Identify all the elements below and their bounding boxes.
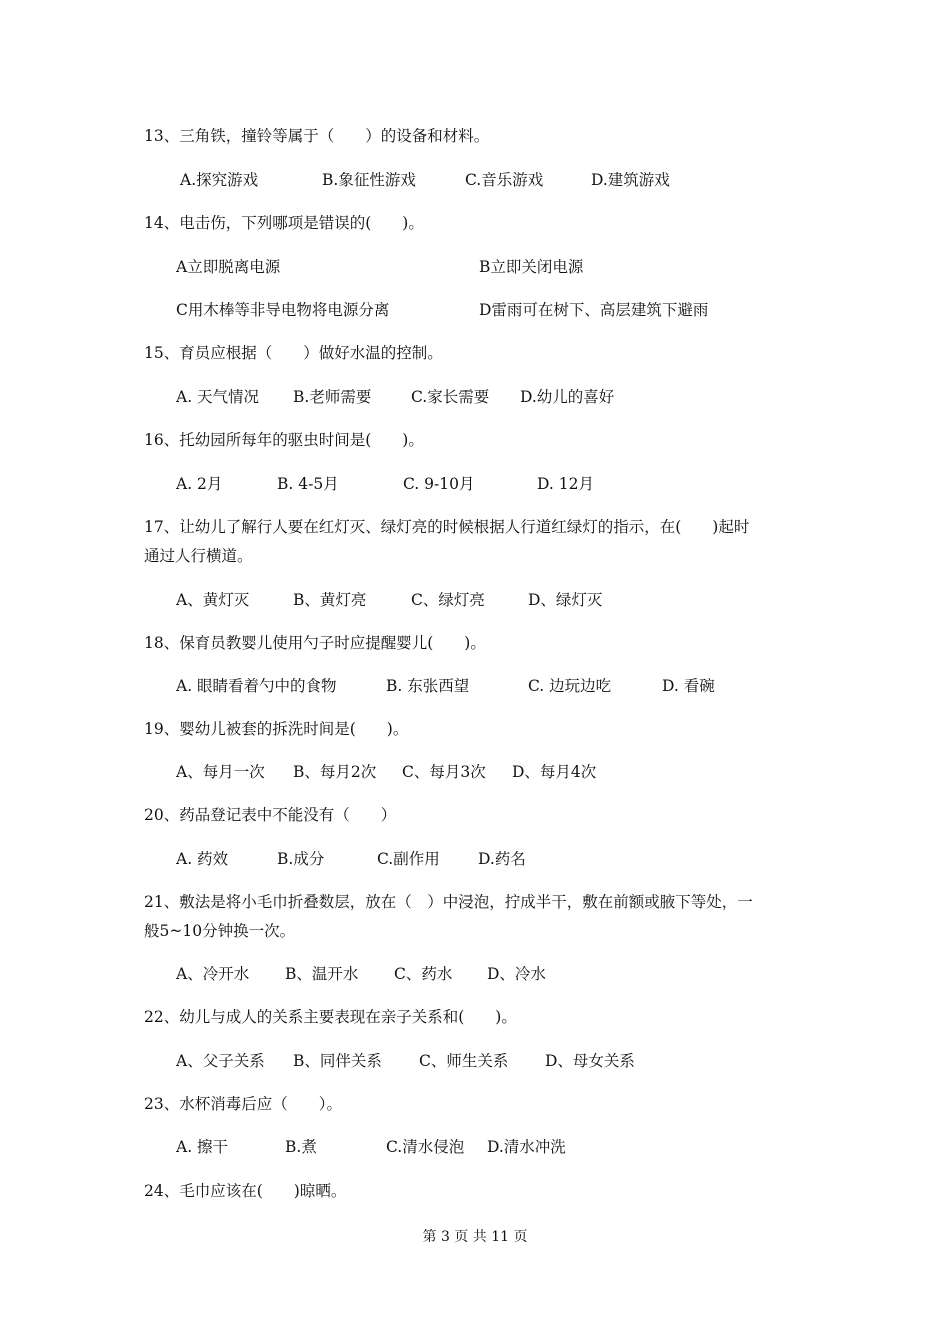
question-23-option-a: A. 擦干	[176, 1138, 229, 1156]
question-15-option-b: B.老师需要	[293, 388, 372, 406]
question-19-option-b: B、每月2次	[293, 763, 377, 781]
question-20-option-b: B.成分	[277, 850, 325, 868]
question-18-option-d: D. 看碗	[662, 677, 715, 695]
question-15-option-c: C.家长需要	[411, 388, 490, 406]
question-21-option-c: C、药水	[394, 965, 453, 983]
question-18-option-c: C. 边玩边吃	[528, 677, 612, 695]
question-13-option-c: C.音乐游戏	[465, 171, 544, 189]
question-20-option-a: A. 药效	[176, 850, 229, 868]
question-13-option-a: A.探究游戏	[180, 171, 259, 189]
question-16-option-c: C. 9-10月	[403, 475, 475, 493]
question-18-option-a: A. 眼睛看着勺中的食物	[176, 677, 337, 695]
question-17-option-c: C、绿灯亮	[411, 591, 485, 609]
question-22-option-a: A、父子关系	[176, 1052, 265, 1070]
page-footer: 第 3 页 共 11 页	[422, 1229, 528, 1245]
question-16-option-a: A. 2月	[176, 475, 223, 493]
question-21-option-a: A、冷开水	[176, 965, 250, 983]
question-19-option-d: D、每月4次	[512, 763, 597, 781]
question-21-line-2: 般5~10分钟换一次。	[144, 922, 296, 940]
question-17-option-a: A、黄灯灭	[176, 591, 250, 609]
question-13-option-d: D.建筑游戏	[591, 171, 670, 189]
question-23-option-c: C.清水侵泡	[386, 1138, 465, 1156]
question-22-option-d: D、母女关系	[545, 1052, 635, 1070]
question-15-option-d: D.幼儿的喜好	[520, 388, 615, 406]
question-19-option-c: C、每月3次	[402, 763, 486, 781]
question-17-option-b: B、黄灯亮	[293, 591, 367, 609]
question-21-option-d: D、冷水	[487, 965, 546, 983]
question-14-option-b: B立即关闭电源	[479, 258, 584, 276]
question-23: 23、水杯消毒后应（ ）。	[144, 1095, 342, 1113]
question-20: 20、药品登记表中不能没有（ ）	[144, 806, 397, 824]
question-14-option-a: A立即脱离电源	[176, 258, 281, 276]
question-17-line-1: 17、让幼儿了解行人要在红灯灭、绿灯亮的时候根据人行道红绿灯的指示，在( )起时	[144, 518, 750, 536]
question-16-option-b: B. 4-5月	[277, 475, 339, 493]
question-23-option-d: D.清水冲洗	[487, 1138, 566, 1156]
question-21-line-1: 21、敷法是将小毛巾折叠数层，放在（ ）中浸泡，拧成半干，敷在前额或腋下等处，一	[144, 893, 753, 911]
question-22-option-c: C、师生关系	[419, 1052, 509, 1070]
question-18-option-b: B. 东张西望	[386, 677, 470, 695]
question-14-option-d: D雷雨可在树下、高层建筑下避雨	[479, 301, 709, 319]
question-13: 13、三角铁，撞铃等属于（ ）的设备和材料。	[144, 127, 490, 145]
question-22: 22、幼儿与成人的关系主要表现在亲子关系和( )。	[144, 1008, 517, 1026]
question-24: 24、毛巾应该在( )晾晒。	[144, 1182, 347, 1200]
question-14: 14、电击伤，下列哪项是错误的( )。	[144, 214, 424, 232]
question-20-option-d: D.药名	[478, 850, 526, 868]
question-19: 19、婴幼儿被套的拆洗时间是( )。	[144, 720, 409, 738]
question-16-option-d: D. 12月	[537, 475, 594, 493]
question-17-option-d: D、绿灯灭	[528, 591, 603, 609]
question-19-option-a: A、每月一次	[176, 763, 265, 781]
question-16: 16、托幼园所每年的驱虫时间是( )。	[144, 431, 424, 449]
question-15: 15、育员应根据（ ）做好水温的控制。	[144, 344, 443, 362]
question-18: 18、保育员教婴儿使用勺子时应提醒婴儿( )。	[144, 634, 486, 652]
question-21-option-b: B、温开水	[285, 965, 359, 983]
question-13-option-b: B.象征性游戏	[322, 171, 416, 189]
question-14-option-c: C用木棒等非导电物将电源分离	[176, 301, 390, 319]
question-20-option-c: C.副作用	[377, 850, 440, 868]
question-17-line-2: 通过人行横道。	[144, 547, 253, 565]
question-15-option-a: A. 天气情况	[176, 388, 260, 406]
question-23-option-b: B.煮	[285, 1138, 317, 1156]
question-22-option-b: B、同伴关系	[293, 1052, 382, 1070]
